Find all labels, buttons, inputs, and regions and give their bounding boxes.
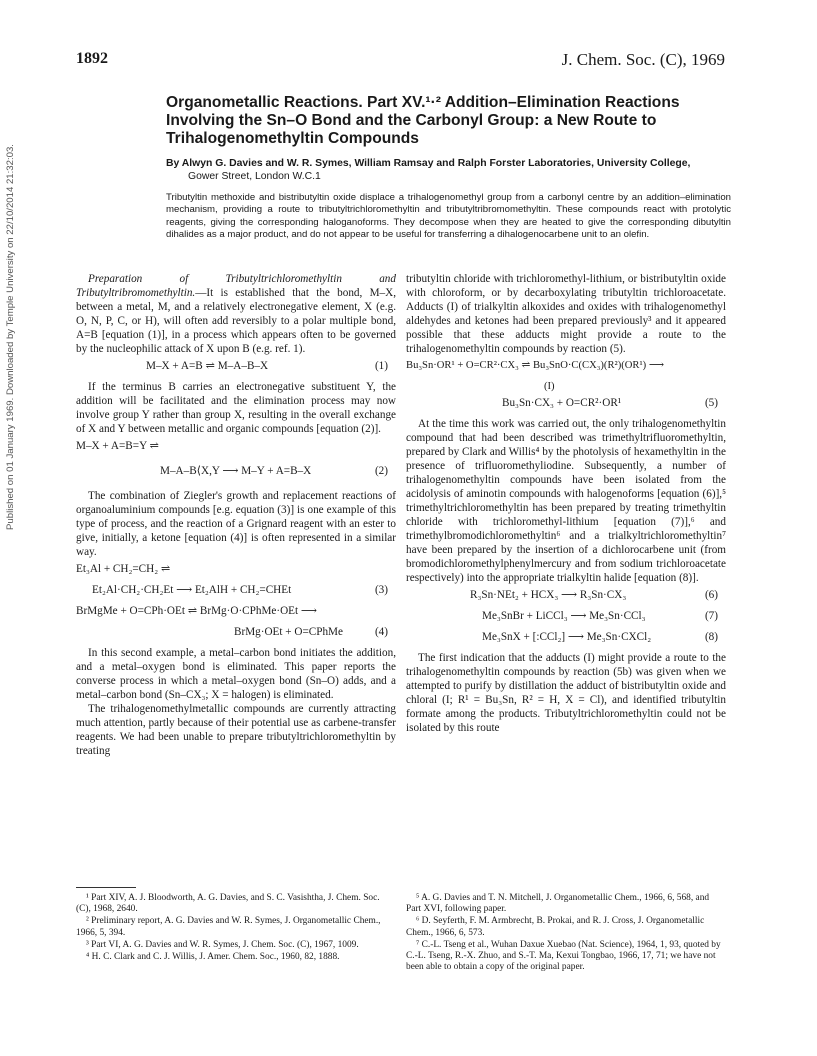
- footnote: ⁶ D. Seyferth, F. M. Armbrecht, B. Prokai, and R. J. Cross, J. Organometallic Chem., 1966, 6, 573.: [406, 916, 705, 938]
- equation-5b: [406, 380, 726, 409]
- journal-reference: J. Chem. Soc. (C), 1969: [561, 50, 725, 69]
- equation-number: (4): [374, 626, 388, 638]
- equation-text: Me₃SnX + [:CCl₂] ⟶ Me₃Sn·CXCl₂: [482, 631, 652, 643]
- equation-text: BrMgMe + O=CPh·OEt ⇌ BrMg·O·CPhMe·OEt ⟶: [76, 605, 317, 617]
- equation-3a: [76, 562, 396, 580]
- equation-text: M–X + A=B=Y ⇌: [76, 440, 159, 452]
- affiliation-line: Gower Street, London W.C.1: [188, 171, 321, 182]
- equation-4a: [76, 604, 396, 622]
- right-column: [406, 272, 726, 735]
- equation-5a: [406, 359, 726, 377]
- equation-number: (2): [374, 465, 388, 477]
- paragraph: If the terminus B carries an electronegative substituent Y, the addition will be facilitated and the elimination process may now involve group Y rather than group X, resulting in the overall exchange of X and Y between metallic and organic compounds [equation (2)].: [76, 381, 396, 435]
- equation-number: (1): [374, 360, 388, 372]
- footnote: ⁴ H. C. Clark and C. J. Willis, J. Amer. Chem. Soc., 1960, 82, 1888.: [86, 952, 340, 963]
- equation-7: [406, 609, 726, 627]
- equation-text: BrMg·OEt + O=CPhMe: [234, 626, 343, 638]
- footnotes-right: [406, 893, 726, 974]
- equation-text: Me₃SnBr + LiCCl₃ ⟶ Me₃Sn·CCl₃: [482, 610, 646, 622]
- equation-2b: [76, 460, 396, 486]
- section-heading: Preparation of Tributyltrichloromethyltin and Tributyltribromomethyltin.: [76, 273, 396, 299]
- equation-1: [76, 359, 396, 377]
- equation-number: (8): [704, 631, 718, 643]
- download-watermark: Published on 01 January 1969. Downloaded by Temple University on 22/10/2014 21:32:03.: [5, 144, 16, 530]
- author-block: [166, 157, 731, 183]
- equation-4b: [76, 625, 396, 643]
- equation-number: (5): [704, 397, 718, 409]
- left-column: [76, 272, 396, 758]
- paragraph: At the time this work was carried out, the only trihalogenomethyltin compound that had been described was trimethyltrifluoromethyltin, prepared by Clark and Willis⁴ by the photolysis of hexamethyltin in the presence of trifluoromethyliodine. Subsequently, a number of trihalogenomethyltin compounds have been isolated from the acidolysis of aminotin compounds with halogenoforms [equation (6)],⁵ trimethyltrichloromethyltin has been prepared by treating trimethyltin chloride with trichloromethyl-lithium [equation (7)],⁶ and trimethylbromodichloromethyltin⁶ and a trialkyltrichloromethyltin⁷ have been prepared by the insertion of a dichlorocarbene unit (from bromodichloromethylphenylmercury and from sodium trichloroacetate respectively) into the appropriate trialkyltin halide [equation (8)].: [406, 418, 726, 584]
- equation-number: (3): [374, 584, 388, 596]
- equation-2a: [76, 439, 396, 457]
- footnote: ⁵ A. G. Davies and T. N. Mitchell, J. Organometallic Chem., 1966, 6, 568, and Part XVI, following paper.: [406, 893, 710, 915]
- author-line: By Alwyn G. Davies and W. R. Symes, William Ramsay and Ralph Forster Laboratories, University College,: [166, 158, 691, 169]
- adduct-label: (I): [544, 381, 555, 392]
- equation-text: Et₂Al·CH₂·CH₂Et ⟶ Et₂AlH + CH₂=CHEt: [92, 584, 292, 596]
- equation-6: [406, 588, 726, 606]
- page-number: 1892: [76, 50, 108, 67]
- paragraph: —It is established that the bond, M–X, between a metal, M, and a relatively electronegative element, X (e.g. O, N, P, C, or H), will often add reversibly to a polar multiple bond, A=B [equation (1)], in a process which appears often to be governed by the nucleophilic attack of X upon B (e.g. ref. 1).: [76, 287, 396, 355]
- equation-number: (7): [704, 610, 718, 622]
- paragraph: The trihalogenomethylmetallic compounds are currently attracting much attention, partly because of their potential use as carbene-transfer reagents. We had been unable to prepare tributyltrichloromethyltin by treating: [76, 703, 396, 757]
- footnotes-left: [76, 893, 396, 964]
- footnote: ³ Part VI, A. G. Davies and W. R. Symes, J. Chem. Soc. (C), 1967, 1009.: [86, 939, 359, 950]
- equation-text: R₃Sn·NEt₂ + HCX₃ ⟶ R₃Sn·CX₃: [470, 589, 627, 601]
- equation-text: Bu₃Sn·OR¹ + O=CR²·CX₃ ⇌ Bu₃SnO·C(CX₃)(R²)(OR¹) ⟶: [406, 360, 665, 371]
- equation-text: M–X + A=B ⇌ M–A–B–X: [146, 360, 269, 372]
- article-title: Organometallic Reactions. Part XV.¹·² Addition–Elimination Reactions Involving the Sn–O Bond and the Carbonyl Group: a New Route to Trihalogenomethyltin Compounds: [166, 94, 680, 147]
- paragraph: The first indication that the adducts (I) might provide a route to the trihalogenomethyltin compounds by reaction (5b) was given when we attempted to purify by distillation the adduct of bistributyltin oxide and chloral (I; R¹ = Bu₃Sn, R² = H, X = Cl), and identified tributyltin formate among the products. Tributyltrichloromethyltin could not be isolated by this route: [406, 652, 726, 734]
- equation-8: [406, 630, 726, 648]
- equation-text: Et₃Al + CH₂=CH₂ ⇌: [76, 563, 171, 575]
- footnote: ¹ Part XIV, A. J. Bloodworth, A. G. Davies, and S. C. Vasishtha, J. Chem. Soc. (C), 1968, 2640.: [76, 893, 380, 915]
- abstract: Tributyltin methoxide and bistributyltin oxide displace a trihalogenomethyl group from a carbonyl centre by an addition–elimination mechanism, providing a route to tributyltrichloromethyltin and tributyltribromomethyltin. These compounds react with protolytic reagents, giving the corresponding haloganoforms. They decompose when they are heated to give the corresponding dibutyltin dihalides as a major product, and do not appear to be useful for transferring a dihalogenocarbene unit to an olefin.: [166, 192, 731, 241]
- paragraph: In this second example, a metal–carbon bond initiates the addition, and a metal–oxygen bond is eliminated. This paper reports the converse process in which a metal–oxygen bond (Sn–O) adds, and a metal–carbon bond (Sn–CX₃; X = halogen) is eliminated.: [76, 647, 396, 701]
- equation-text: M–A–B⟨X,Y ⟶ M–Y + A=B–X: [160, 465, 312, 477]
- equation-3b: [76, 583, 396, 601]
- equation-number: (6): [704, 589, 718, 601]
- footnote: ² Preliminary report, A. G. Davies and W. R. Symes, J. Organometallic Chem., 1966, 5, 394.: [76, 916, 381, 938]
- footnote: ⁷ C.-L. Tseng et al., Wuhan Daxue Xuebao (Nat. Science), 1964, 1, 93, quoted by C.-L. Tseng, R.-X. Zhuo, and S.-T. Ma, Kexui Tongbao, 1966, 17, 71; we have not been able to obtain a copy of the original paper.: [406, 939, 721, 973]
- paragraph: tributyltin chloride with trichloromethyl-lithium, or bistributyltin oxide with chloroform, or by decarboxylating tributyltin trichloroacetate. Adducts (I) of trialkyltin alkoxides and oxides with trihalogenomethyl aldehydes and ketones had been prepared previously³ and it appeared possible that these adducts might provide a route to the trihalogenomethyltin compounds by reaction (5).: [406, 273, 726, 355]
- paragraph: The combination of Ziegler's growth and replacement reactions of organoaluminium compounds [e.g. equation (3)] is one example of this type of process, and the reaction of a Grignard reagent with an ester to give, initially, a ketone [equation (4)] is often represented in a similar way.: [76, 490, 396, 558]
- footnote-rule: [76, 887, 136, 888]
- equation-text: Bu₃Sn·CX₃ + O=CR²·OR¹: [502, 397, 622, 409]
